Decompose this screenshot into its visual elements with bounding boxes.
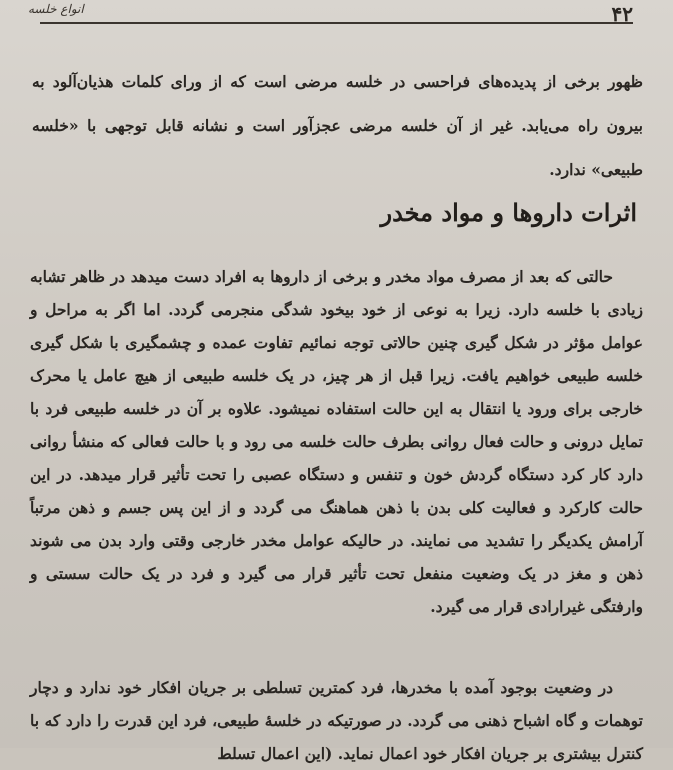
header-rule	[40, 22, 633, 24]
intro-paragraph: ظهور برخی از پدیده‌های فراحسی در خلسه مرضی است که از ورای کلمات هذیان‌آلود به بیرون راه می‌یابد. غیر از آن خلسه مرضی عجزآور است و نشانه قابل توجهی با «خلسه طبیعی» ندارد.	[32, 71, 643, 179]
body-paragraph-continuation: در وضعیت بوجود آمده با مخدرها، فرد کمترین تسلطی بر جریان افکار خود ندارد و دچار توهمات و گاه اشباح ذهنی می گردد. در صورتیکه در خلسهٔ طبیعی، فرد این قدرت را دارد که با کنترل بیشتری بر جریان افکار خود اعمال نماید. (این اعمال تسلط	[30, 677, 643, 763]
section-heading: اثرات داروها و مواد مخدر	[380, 197, 637, 227]
page-number: ۴۲	[611, 2, 633, 26]
running-head: انواع خلسه	[28, 2, 84, 16]
body-paragraph: حالتی که بعد از مصرف مواد مخدر و برخی از داروها به افراد دست میدهد در ظاهر تشابه زیادی با خلسه دارد. زیرا به نوعی از خود بیخود شدگی منجرمی گردد. اما اگر به مراحل و عوامل مؤثر در شکل گیری چنین حالاتی توجه نمائیم تفاوت عمده و چشمگیری با شکل گیری خلسه طبیعی خواهیم یافت. زیرا قبل از هر چیز، در یک خلسه طبیعی از هیچ عامل یا محرک خارجی برای ورود یا انتقال به این حالت استفاده نمیشود. علاوه بر آن در خلسه طبیعی فرد با تمایل درونی و حالت فعال روانی بطرف حالت خلسه می رود و با حالت فعالی که منشأ روانی دارد کار کرد دستگاه گردش خون و تنفس و دستگاه عصبی را تحت تأثیر قرار میدهد. در این حالت کارکرد و فعالیت کلی بدن با ذهن هماهنگ می گردد و از این پس جسم و ذهن مرتباً آرامش یکدیگر را تشدید می نمایند. در حالیکه عوامل مخدر خارجی وقتی وارد بدن می شوند ذهن و مغز در یک وضعیت منفعل تحت تأثیر قرار می گیرد و فرد در یک حالت سستی و وارفتگی غیرارادی قرار می گیرد.	[30, 266, 644, 616]
